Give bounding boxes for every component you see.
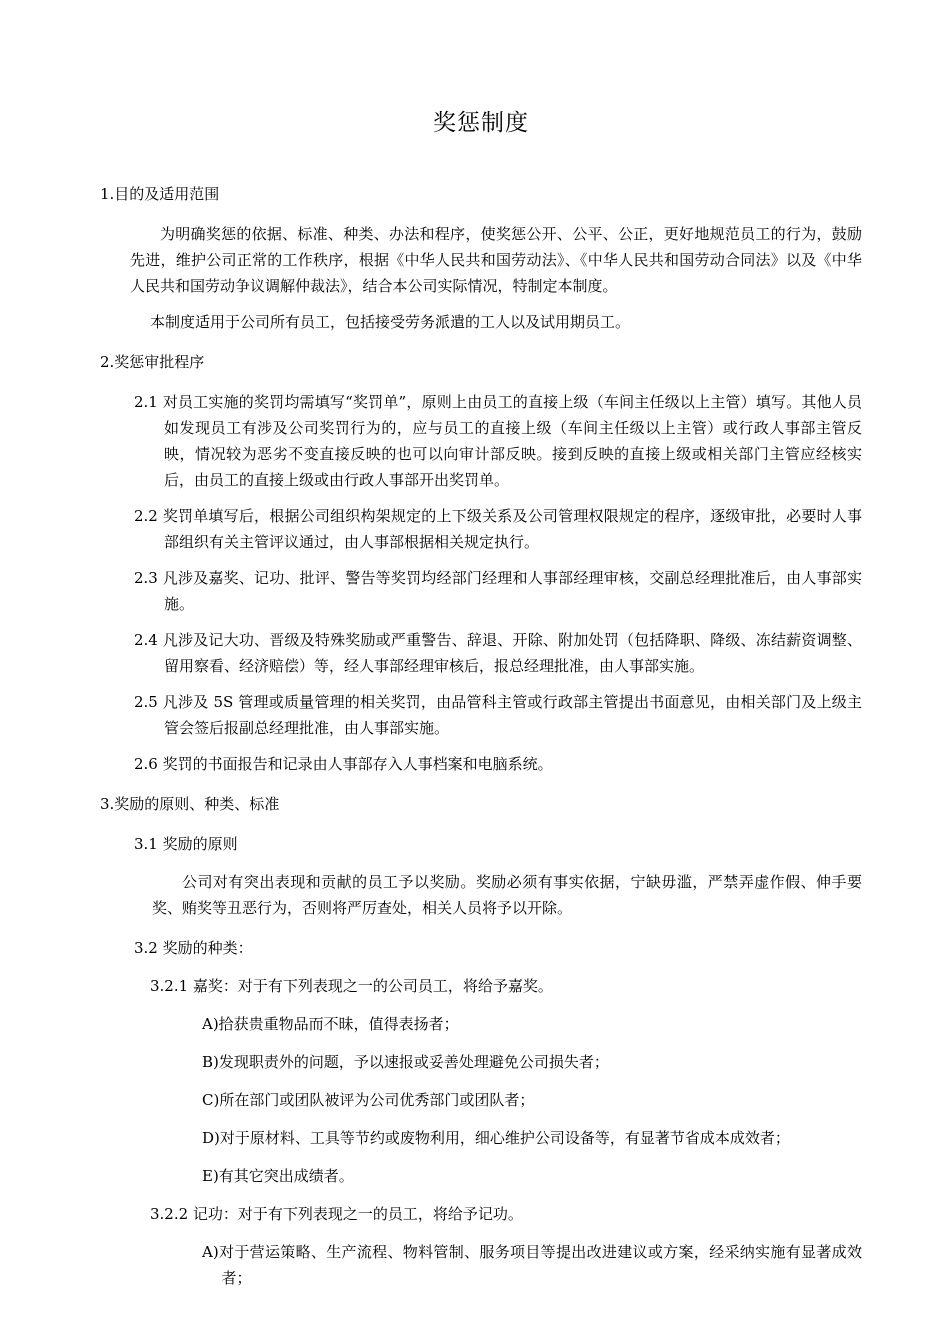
section-3-1-heading: 3.1 奖励的原则: [134, 835, 238, 853]
section-2-item: 2.4 凡涉及记大功、晋级及特殊奖励或严重警告、辞退、开除、附加处罚（包括降职、降级、冻结薪资调整、留用察看、经济赔偿）等，经人事部经理审核后，报总经理批准，由人事部实施。: [134, 631, 862, 675]
section-1-paragraph: 为明确奖惩的依据、标准、种类、办法和程序，使奖惩公开、公平、公正，更好地规范员工的行为，鼓励先进，维护公司正常的工作秩序，根据《中华人民共和国劳动法》、《中华人民共和国劳动合同法》以及《中华人民共和国劳动争议调解仲裁法》，结合本公司实际情况，特制定本制度。: [130, 225, 862, 295]
section-2-item: 2.1 对员工实施的奖罚均需填写“奖罚单”，原则上由员工的直接上级（车间主任级以上主管）填写。其他人员如发现员工有涉及公司奖罚行为的，应与员工的直接上级（车间主任级以上主管）或行政人事部主管反映，情况较为恶劣不变直接反映的也可以向审计部反映。接到反映的直接上级或相关部门主管应经核实后，由员工的直接上级或由行政人事部开出奖罚单。: [134, 393, 862, 489]
section-3-2-heading: 3.2 奖励的种类：: [134, 939, 253, 957]
section-1-heading: 1.目的及适用范围: [100, 185, 220, 203]
section-1-paragraph: 本制度适用于公司所有员工，包括接受劳务派遣的工人以及试用期员工。: [150, 313, 631, 331]
section-2-item: 2.2 奖罚单填写后，根据公司组织构架规定的上下级关系及公司管理权限规定的程序，逐级审批，必要时人事部组织有关主管评议通过，由人事部根据相关规定执行。: [134, 507, 862, 551]
section-3-1-paragraph: 公司对有突出表现和贡献的员工予以奖励。奖励必须有事实依据，宁缺毋滥，严禁弄虚作假、伸手要奖、贿奖等丑恶行为，否则将严厉查处，相关人员将予以开除。: [152, 873, 862, 917]
list-item: A)拾获贵重物品而不昧，值得表扬者；: [202, 1015, 459, 1033]
section-3-2-1-heading: 3.2.1 嘉奖：对于有下列表现之一的公司员工，将给予嘉奖。: [150, 977, 553, 995]
list-item: D)对于原材料、工具等节约或废物利用，细心维护公司设备等，有显著节省成本成效者；: [202, 1129, 790, 1147]
document-title: 奖惩制度: [433, 110, 529, 136]
section-3-2-2-heading: 3.2.2 记功：对于有下列表现之一的员工，将给予记功。: [150, 1205, 523, 1223]
list-item: A)对于营运策略、生产流程、物料管制、服务项目等提出改进建议或方案，经采纳实施有显著成效者；: [202, 1243, 862, 1287]
list-item: E)有其它突出成绩者。: [202, 1167, 354, 1185]
section-2-item: 2.5 凡涉及 5S 管理或质量管理的相关奖罚，由品管科主管或行政部主管提出书面意见，由相关部门及上级主管会签后报副总经理批准，由人事部实施。: [134, 693, 862, 737]
section-2-item: 2.3 凡涉及嘉奖、记功、批评、警告等奖罚均经部门经理和人事部经理审核，交副总经理批准后，由人事部实施。: [134, 569, 862, 613]
section-2-item: 2.6 奖罚的书面报告和记录由人事部存入人事档案和电脑系统。: [134, 755, 553, 773]
list-item: B)发现职责外的问题，予以速报或妥善处理避免公司损失者；: [202, 1053, 609, 1071]
section-2-heading: 2.奖惩审批程序: [100, 353, 205, 371]
section-3-heading: 3.奖励的原则、种类、标准: [100, 795, 280, 813]
list-item: C)所在部门或团队被评为公司优秀部门或团队者；: [202, 1091, 535, 1109]
